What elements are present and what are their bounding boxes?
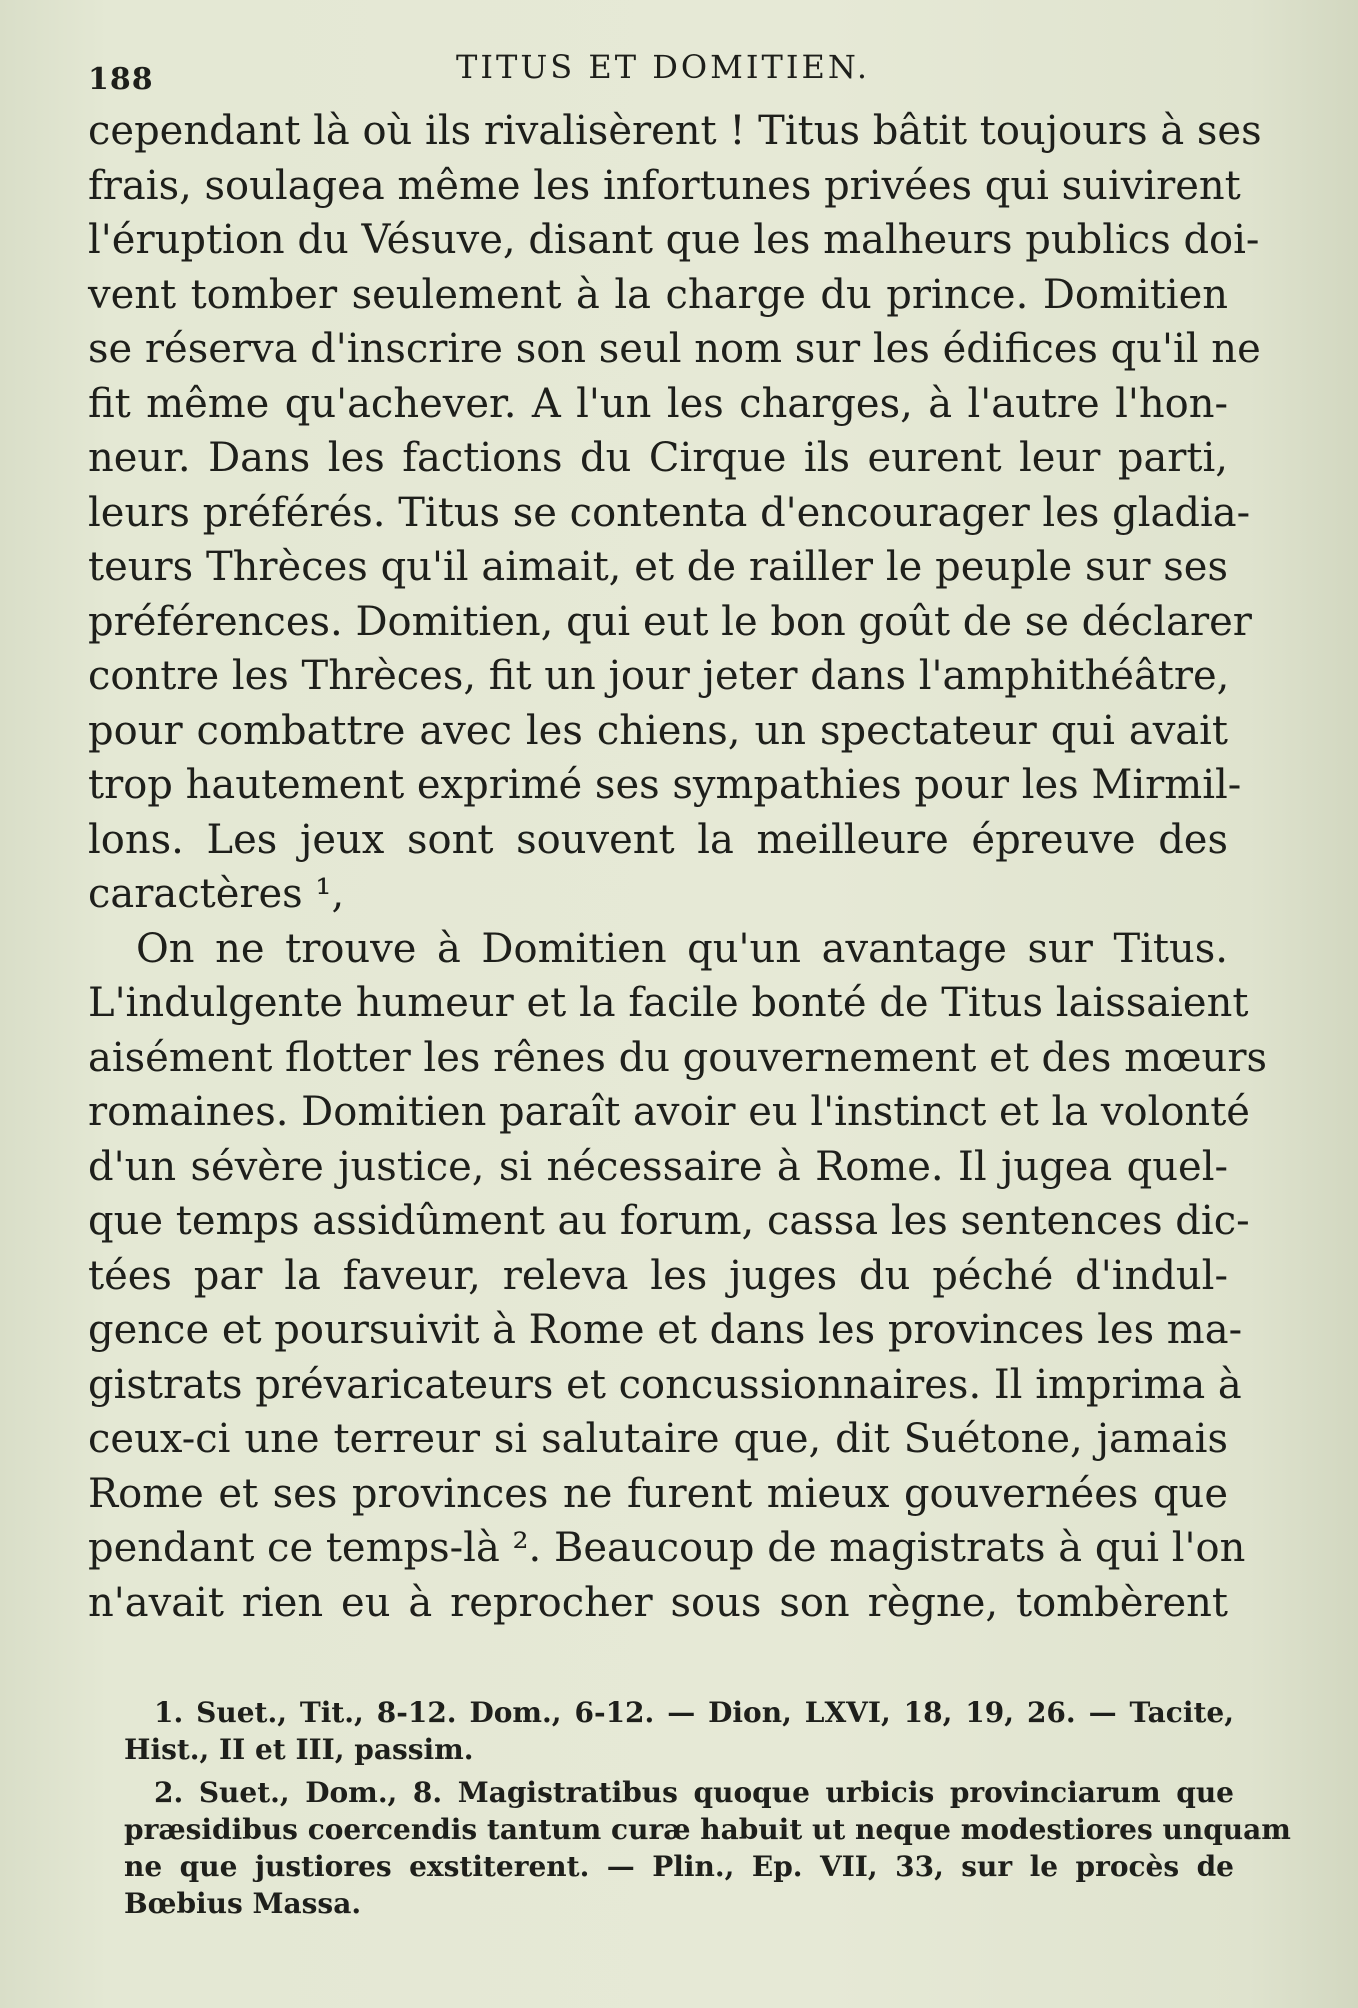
text-line: caractères ¹,: [88, 871, 345, 917]
page-number: 188: [88, 62, 154, 97]
footnote-1-line: Hist., II et III, passim.: [124, 1733, 474, 1766]
footnotes: [124, 1694, 1291, 1922]
text-line: romaines. Domitien paraît avoir eu l'instinct et la volonté: [88, 1089, 1250, 1135]
text-line: aisément flotter les rênes du gouvernement et des mœurs: [88, 1034, 1267, 1081]
text-line: n'avait rien eu à reprocher sous son règne, tombèrent: [88, 1579, 1228, 1626]
page-header: [88, 48, 1238, 108]
text-line: l'éruption du Vésuve, disant que les malheurs publics doi-: [88, 217, 1260, 263]
text-line: cependant là où ils rivalisèrent ! Titus bâtit toujours à ses: [88, 108, 1262, 154]
text-line: trop hautement exprimé ses sympathies pour les Mirmil-: [88, 762, 1242, 808]
footnote-2-line: præsidibus coercendis tantum curæ habuit ut neque modestiores unquam: [124, 1813, 1291, 1846]
text-line: se réserva d'inscrire son seul nom sur les édifices qu'il ne: [88, 326, 1261, 372]
text-line: Rome et ses provinces ne furent mieux gouvernées que: [88, 1470, 1228, 1517]
text-line: lons. Les jeux sont souvent la meilleure épreuve des: [88, 816, 1228, 863]
text-line: ceux-ci une terreur si salutaire que, dit Suétone, jamais: [88, 1416, 1228, 1462]
text-line: leurs préférés. Titus se contenta d'encourager les gladia-: [88, 489, 1251, 536]
footnote-2-line: 2. Suet., Dom., 8. Magistratibus quoque urbicis provinciarum que: [154, 1776, 1234, 1809]
text-line: neur. Dans les factions du Cirque ils eurent leur parti,: [88, 435, 1228, 481]
text-line: gistrats prévaricateurs et concussionnaires. Il imprima à: [88, 1361, 1242, 1408]
text-line: pendant ce temps-là ². Beaucoup de magistrats à qui l'on: [88, 1525, 1246, 1571]
footnote-1-line: 1. Suet., Tit., 8-12. Dom., 6-12. — Dion, LXVI, 18, 19, 26. — Tacite,: [154, 1696, 1234, 1729]
text-line: contre les Thrèces, fit un jour jeter dans l'amphithéâtre,: [88, 653, 1230, 699]
text-line: frais, soulagea même les infortunes privées qui suivirent: [88, 162, 1241, 209]
text-line: d'un sévère justice, si nécessaire à Rome. Il jugea quel-: [88, 1143, 1228, 1190]
text-line: tées par la faveur, releva les juges du péché d'indul-: [88, 1252, 1228, 1299]
footnote-2-line: ne que justiores exstiterent. — Plin., Ep. VII, 33, sur le procès de: [124, 1850, 1234, 1883]
text-line: que temps assidûment au forum, cassa les sentences dic-: [88, 1198, 1250, 1244]
text-line: pour combattre avec les chiens, un spectateur qui avait: [88, 707, 1228, 754]
footnote-2-line: Bœbius Massa.: [124, 1887, 362, 1920]
text-line: fit même qu'achever. A l'un les charges, à l'autre l'hon-: [88, 380, 1228, 427]
running-title: TITUS ET DOMITIEN.: [455, 48, 871, 86]
text-line: L'indulgente humeur et la facile bonté de Titus laissaient: [88, 980, 1249, 1026]
text-line: gence et poursuivit à Rome et dans les provinces les ma-: [88, 1307, 1243, 1353]
text-line: teurs Thrèces qu'il aimait, et de railler le peuple sur ses: [88, 544, 1228, 590]
text-line: préférences. Domitien, qui eut le bon goût de se déclarer: [88, 598, 1252, 645]
text-line: vent tomber seulement à la charge du prince. Domitien: [88, 271, 1228, 318]
text-line: On ne trouve à Domitien qu'un avantage sur Titus.: [136, 925, 1228, 972]
body-text: [88, 104, 1267, 1630]
